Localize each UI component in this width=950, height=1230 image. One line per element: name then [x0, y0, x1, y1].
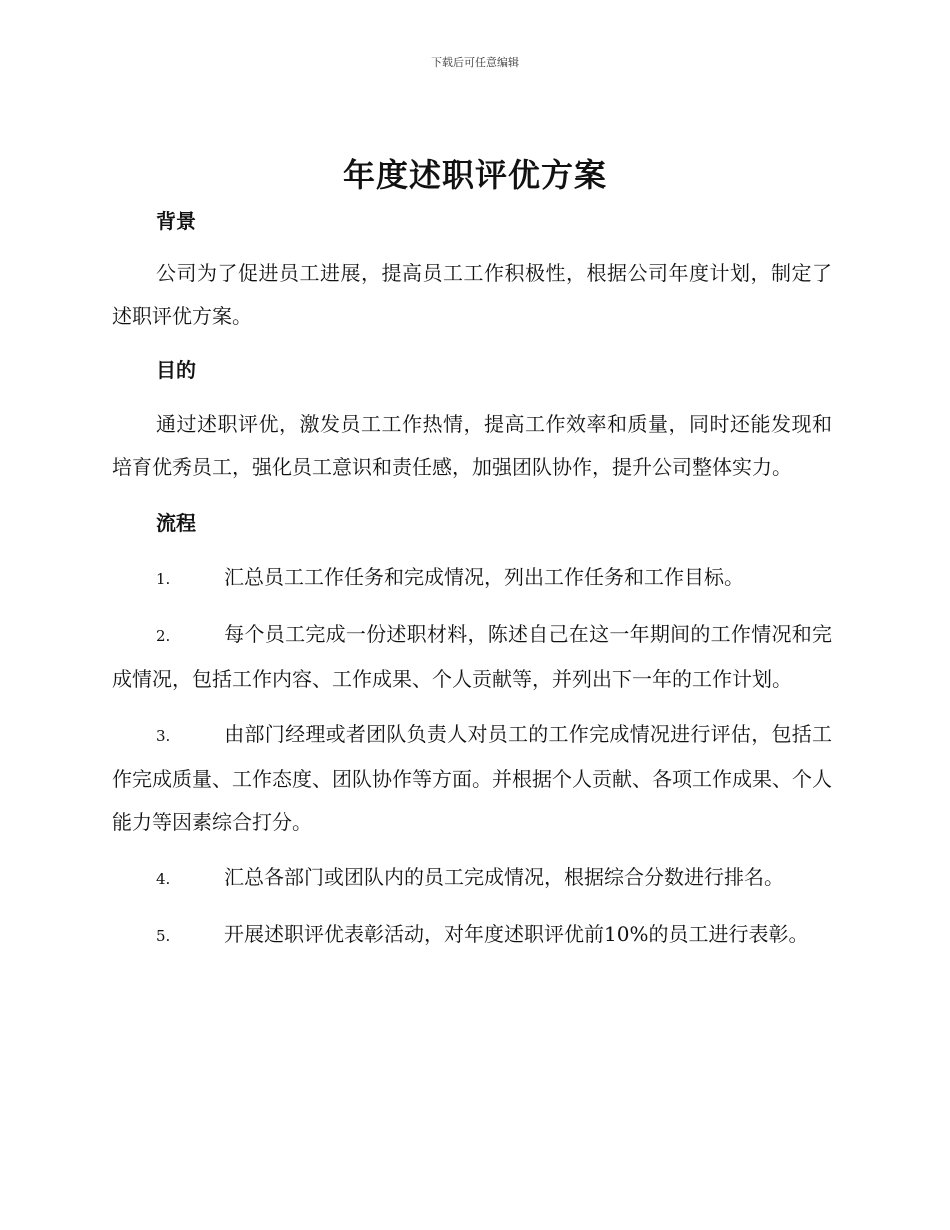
list-item: [112, 856, 832, 901]
list-item: [112, 913, 832, 958]
paragraph-background: 公司为了促进员工进展，提高员工工作积极性，根据公司年度计划，制定了述职评优方案。: [112, 261, 832, 328]
step-number: 4.: [156, 870, 171, 888]
document-body: [112, 200, 832, 970]
step-text: 开展述职评优表彰活动，对年度述职评优前10%的员工进行表彰。: [224, 922, 809, 946]
header-note: 下载后可任意编辑: [431, 56, 519, 69]
list-item: [112, 556, 832, 601]
step-number: 1.: [156, 570, 171, 588]
step-number: 2.: [156, 627, 171, 645]
list-item: [112, 713, 832, 844]
document-title: 年度述职评优方案: [342, 156, 607, 194]
step-text: 汇总员工工作任务和完成情况，列出工作任务和工作目标。: [224, 565, 744, 589]
section-heading-goal: 目的: [156, 358, 196, 382]
list-item: [112, 613, 832, 701]
step-text: 汇总各部门或团队内的员工完成情况，根据综合分数进行排名。: [224, 865, 784, 889]
step-number: 5.: [156, 927, 171, 945]
section-heading-process: 流程: [156, 511, 196, 535]
section-heading-background: 背景: [156, 209, 196, 233]
step-number: 3.: [156, 727, 171, 745]
process-steps-list: [112, 556, 832, 958]
step-text: 每个员工完成一份述职材料，陈述自己在这一年期间的工作情况和完成情况，包括工作内容、工作成果、个人贡献等，并列出下一年的工作计划。: [112, 622, 832, 691]
paragraph-goal: 通过述职评优，激发员工工作热情，提高工作效率和质量，同时还能发现和培育优秀员工，强化员工意识和责任感，加强团队协作，提升公司整体实力。: [112, 412, 832, 479]
step-text: 由部门经理或者团队负责人对员工的工作完成情况进行评估，包括工作完成质量、工作态度、团队协作等方面。并根据个人贡献、各项工作成果、个人能力等因素综合打分。: [112, 722, 832, 834]
